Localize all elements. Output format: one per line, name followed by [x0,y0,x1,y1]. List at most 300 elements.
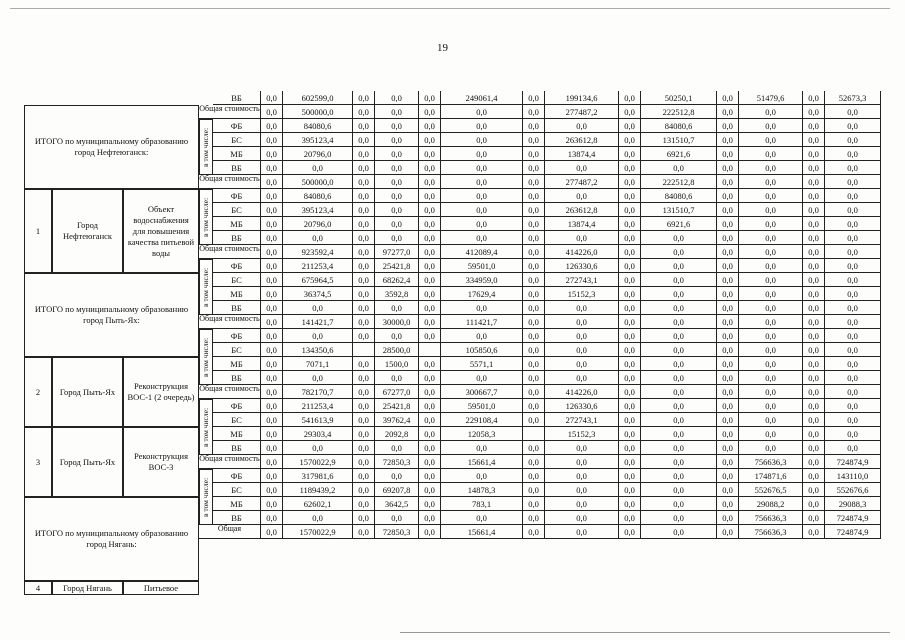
table-cell: 0,0 [803,385,825,399]
table-cell: 0,0 [717,483,739,497]
table-cell: 0,0 [717,231,739,245]
row-number: 2 [24,357,52,427]
table-cell: 272743,1 [545,273,619,287]
table-cell: 0,0 [545,119,619,133]
table-cell: 0,0 [419,455,441,469]
table-cell: 84080,6 [283,189,353,203]
table-cell: 0,0 [261,105,283,119]
table-cell: 0,0 [545,161,619,175]
table-row [0,245,881,259]
table-cell: 15661,4 [441,525,523,539]
page-edge-line [10,8,890,9]
table-cell: 756636,3 [739,525,803,539]
row-label: БС [213,413,261,427]
table-cell: 0,0 [619,259,641,273]
table-cell: 0,0 [619,483,641,497]
table-cell: 782170,7 [283,385,353,399]
table-cell: 0,0 [375,301,419,315]
table-cell: 105850,6 [441,343,523,357]
table-cell: 0,0 [283,371,353,385]
table-row [0,413,881,427]
table-row [0,441,881,455]
table-cell: 0,0 [803,217,825,231]
table-cell: 0,0 [545,525,619,539]
table-cell: 0,0 [441,189,523,203]
table-cell: 0,0 [375,119,419,133]
table-cell: 131510,7 [641,133,717,147]
table-cell: 0,0 [739,385,803,399]
table-cell: 0,0 [261,315,283,329]
table-cell: 0,0 [545,189,619,203]
table-cell: 14878,3 [441,483,523,497]
table-cell: 0,0 [545,469,619,483]
table-cell: 0,0 [353,301,375,315]
table-cell: 0,0 [523,511,545,525]
table-cell: 1500,0 [375,357,419,371]
table-cell: 0,0 [739,343,803,357]
table-cell: 0,0 [353,427,375,441]
table-cell: 0,0 [261,455,283,469]
table-cell: 84080,6 [283,119,353,133]
table-cell: 0,0 [739,231,803,245]
city-name: Город Нефтеюганск [52,189,123,273]
in-that-number-label: в том числе: [199,469,213,525]
table-cell: 0,0 [641,455,717,469]
table-cell: 0,0 [825,399,881,413]
table-cell: 0,0 [803,147,825,161]
row-label: ВБ [213,161,261,175]
table-cell: 0,0 [739,217,803,231]
table-cell: 0,0 [523,147,545,161]
table-cell: 0,0 [825,441,881,455]
row-label: Общая стоимость [199,455,261,469]
table-cell: 0,0 [717,259,739,273]
table-cell: 0,0 [717,161,739,175]
table-cell: 0,0 [717,357,739,371]
table-cell: 0,0 [825,315,881,329]
table-cell: 0,0 [825,427,881,441]
table-row [0,259,881,273]
table-cell: 0,0 [419,105,441,119]
table-cell: 0,0 [803,483,825,497]
row-label: Общая стоимость [199,385,261,399]
table-cell: 0,0 [419,161,441,175]
in-that-number-label: в том числе: [199,399,213,455]
table-cell: 0,0 [641,357,717,371]
table-cell: 0,0 [803,511,825,525]
table-cell: 0,0 [825,245,881,259]
table-cell: 0,0 [353,133,375,147]
table-cell: 0,0 [261,133,283,147]
table-cell: 500000,0 [283,105,353,119]
row-number: 1 [24,189,52,273]
table-cell: 724874,9 [825,511,881,525]
table-cell: 0,0 [825,231,881,245]
table-row [0,203,881,217]
row-label: Общая стоимость [199,315,261,329]
table-cell: 0,0 [619,455,641,469]
row-label: БС [213,133,261,147]
table-cell: 0,0 [803,441,825,455]
table-cell: 126330,6 [545,259,619,273]
table-cell: 0,0 [419,385,441,399]
city-name: Город Пыть-Ях [52,427,123,497]
table-cell: 0,0 [353,441,375,455]
table-cell: 0,0 [545,455,619,469]
table-cell: 0,0 [619,119,641,133]
table-cell: 0,0 [803,301,825,315]
table-cell: 0,0 [441,175,523,189]
table-cell: 0,0 [375,91,419,105]
row-label: БС [213,203,261,217]
table-cell: 0,0 [353,245,375,259]
table-cell: 0,0 [375,133,419,147]
table-cell: 0,0 [545,315,619,329]
table-cell: 0,0 [523,329,545,343]
table-cell: 0,0 [419,259,441,273]
row-label: ФБ [213,399,261,413]
table-cell: 0,0 [545,497,619,511]
table-cell: 0,0 [441,301,523,315]
table-cell: 0,0 [739,105,803,119]
table-cell: 0,0 [375,469,419,483]
table-cell: 134350,6 [283,343,353,357]
table-row [0,455,881,469]
table-cell: 0,0 [523,259,545,273]
table-cell: 0,0 [803,413,825,427]
table-cell: 0,0 [803,399,825,413]
table-cell: 0,0 [619,133,641,147]
row-label: БС [213,483,261,497]
table-cell: 0,0 [261,273,283,287]
table-cell: 0,0 [739,413,803,427]
table-cell: 500000,0 [283,175,353,189]
table-cell: 0,0 [375,217,419,231]
table-cell: 0,0 [353,147,375,161]
table-cell: 25421,8 [375,399,419,413]
table-cell: 0,0 [717,147,739,161]
table-cell: 0,0 [641,245,717,259]
row-label: БС [213,343,261,357]
table-cell: 272743,1 [545,413,619,427]
table-cell: 0,0 [641,161,717,175]
object-name: Реконструкция ВОС-1 (2 очередь) [123,357,199,427]
table-cell: 0,0 [441,133,523,147]
table-cell: 0,0 [545,511,619,525]
table-row [0,91,881,105]
table-cell: 0,0 [419,483,441,497]
table-cell: 0,0 [523,161,545,175]
object-name: Объект водоснабжения для повышения качества питьевой воды [123,189,199,273]
object-name: Реконструкция ВОС-3 [123,427,199,497]
table-cell: 0,0 [261,413,283,427]
table-cell: 0,0 [441,217,523,231]
table-cell: 0,0 [641,483,717,497]
table-cell: 0,0 [419,315,441,329]
table-cell: 0,0 [353,455,375,469]
table-cell: 0,0 [261,287,283,301]
table-cell: 0,0 [825,259,881,273]
table-cell: 0,0 [375,147,419,161]
table-cell: 756636,3 [739,455,803,469]
table-cell: 29303,4 [283,427,353,441]
table-cell: 0,0 [739,133,803,147]
table-cell: 0,0 [619,161,641,175]
table-cell: 724874,9 [825,525,881,539]
table-cell: 0,0 [825,203,881,217]
table-cell: 0,0 [261,343,283,357]
table-cell: 0,0 [803,133,825,147]
table-row [0,133,881,147]
table-cell: 6921,6 [641,147,717,161]
table-cell: 0,0 [261,427,283,441]
row-number: 4 [24,581,52,595]
table-cell: 0,0 [641,427,717,441]
table-cell: 0,0 [523,105,545,119]
table-cell: 414226,0 [545,385,619,399]
table-cell: 0,0 [261,259,283,273]
table-row [0,301,881,315]
table-cell: 84080,6 [641,189,717,203]
table-cell: 67277,0 [375,385,419,399]
table-row [0,427,881,441]
table-cell: 0,0 [825,119,881,133]
table-cell: 0,0 [523,469,545,483]
table-cell: 0,0 [619,525,641,539]
table-cell: 0,0 [261,119,283,133]
table-cell: 0,0 [261,161,283,175]
table-cell: 0,0 [523,119,545,133]
table-cell: 0,0 [353,231,375,245]
table-cell: 0,0 [825,217,881,231]
city-name: Город Нягань [52,581,123,595]
table-cell: 0,0 [739,259,803,273]
table-cell: 0,0 [523,413,545,427]
table-cell: 0,0 [717,427,739,441]
table-cell: 0,0 [803,91,825,105]
table-cell [353,343,375,357]
table-cell: 0,0 [641,511,717,525]
table-cell: 0,0 [641,315,717,329]
table-cell: 0,0 [803,357,825,371]
table-cell: 0,0 [261,357,283,371]
table-cell: 0,0 [803,245,825,259]
table-cell: 0,0 [825,147,881,161]
table-cell: 0,0 [717,329,739,343]
table-cell: 0,0 [353,273,375,287]
table-cell: 263612,8 [545,203,619,217]
total-title: ИТОГО по муниципальному образованию город Нефтеюганск: [24,105,199,189]
table-cell: 0,0 [523,343,545,357]
table-cell: 39762,4 [375,413,419,427]
table-cell: 0,0 [261,511,283,525]
table-cell: 0,0 [619,245,641,259]
table-cell: 334959,0 [441,273,523,287]
table-cell: 0,0 [419,371,441,385]
table-cell: 0,0 [825,357,881,371]
table-cell: 0,0 [717,119,739,133]
table-cell: 0,0 [619,357,641,371]
in-that-number-label: в том числе: [199,119,213,175]
table-cell: 15152,3 [545,427,619,441]
table-cell: 552676,5 [739,483,803,497]
row-label: Общая стоимость [199,105,261,119]
table-cell: 0,0 [545,343,619,357]
table-cell: 0,0 [419,189,441,203]
table-cell: 0,0 [441,329,523,343]
table-cell: 0,0 [545,483,619,497]
table-cell: 0,0 [717,385,739,399]
table-row [0,105,881,119]
table-cell: 0,0 [261,385,283,399]
table-cell: 15661,4 [441,455,523,469]
table-cell: 28500,0 [375,343,419,357]
table-cell: 141421,7 [283,315,353,329]
table-cell: 0,0 [419,511,441,525]
table-cell: 3592,8 [375,287,419,301]
table-cell: 0,0 [261,441,283,455]
table-cell: 211253,4 [283,259,353,273]
table-cell: 15152,3 [545,287,619,301]
table-cell: 0,0 [641,301,717,315]
table-cell: 0,0 [803,189,825,203]
table-cell: 923592,4 [283,245,353,259]
table-cell: 0,0 [375,511,419,525]
table-cell: 0,0 [717,175,739,189]
row-label: ВБ [213,231,261,245]
table-cell: 0,0 [353,399,375,413]
table-row [0,329,881,343]
table-cell: 0,0 [825,343,881,357]
table-cell: 0,0 [803,343,825,357]
table-cell: 72850,3 [375,525,419,539]
table-cell: 0,0 [261,91,283,105]
table-cell: 0,0 [419,217,441,231]
table-cell: 0,0 [283,441,353,455]
table-cell: 0,0 [523,301,545,315]
table-cell: 0,0 [261,175,283,189]
table-cell: 756636,3 [739,511,803,525]
total-title: ИТОГО по муниципальному образованию город Пыть-Ях: [24,273,199,357]
table-cell: 0,0 [419,147,441,161]
table-cell: 0,0 [825,329,881,343]
table-cell: 229108,4 [441,413,523,427]
table-cell: 0,0 [619,413,641,427]
table-cell: 0,0 [825,161,881,175]
table-cell: 0,0 [419,133,441,147]
table-cell: 0,0 [441,161,523,175]
table-cell: 0,0 [717,287,739,301]
table-cell: 0,0 [375,329,419,343]
table-cell: 0,0 [739,287,803,301]
table-cell: 0,0 [545,231,619,245]
table-row [0,189,881,203]
table-cell: 395123,4 [283,203,353,217]
table-row [0,357,881,371]
table-row [0,511,881,525]
table-cell: 0,0 [739,399,803,413]
table-cell: 0,0 [523,273,545,287]
table-cell: 0,0 [419,357,441,371]
table-cell: 0,0 [717,245,739,259]
table-cell: 0,0 [739,119,803,133]
table-cell: 0,0 [803,231,825,245]
table-cell: 59501,0 [441,399,523,413]
in-that-number-label: в том числе: [199,259,213,315]
table-cell: 0,0 [717,133,739,147]
table-cell: 2092,8 [375,427,419,441]
table-cell: 0,0 [441,441,523,455]
in-that-number-label: в том числе: [199,189,213,245]
table-cell: 0,0 [739,315,803,329]
table-cell: 0,0 [619,511,641,525]
table-cell: 0,0 [803,161,825,175]
table-cell: 0,0 [641,273,717,287]
table-cell: 0,0 [441,147,523,161]
table-cell: 0,0 [825,287,881,301]
table-cell: 0,0 [261,469,283,483]
row-label: ВБ [213,441,261,455]
table-cell: 0,0 [419,497,441,511]
table-cell: 0,0 [419,273,441,287]
table-cell: 0,0 [375,189,419,203]
table-cell: 143110,0 [825,469,881,483]
table-cell: 0,0 [523,483,545,497]
table-cell: 0,0 [261,231,283,245]
table-cell: 13874,4 [545,147,619,161]
table-cell: 0,0 [739,427,803,441]
table-cell: 0,0 [803,455,825,469]
table-cell: 3642,5 [375,497,419,511]
row-label: ВБ [213,371,261,385]
table-cell: 7071,1 [283,357,353,371]
table-cell: 0,0 [825,413,881,427]
table-row [0,273,881,287]
table-cell: 277487,2 [545,175,619,189]
table-cell: 0,0 [261,147,283,161]
row-label: МБ [213,147,261,161]
table-cell: 0,0 [717,511,739,525]
table-cell: 5571,1 [441,357,523,371]
table-cell: 0,0 [739,147,803,161]
table-cell: 675964,5 [283,273,353,287]
table-row [0,231,881,245]
table-cell: 174871,6 [739,469,803,483]
table-cell: 0,0 [717,441,739,455]
table-row [0,161,881,175]
table-cell: 0,0 [619,231,641,245]
table-cell: 0,0 [717,315,739,329]
table-cell: 1570022,9 [283,525,353,539]
table-row [0,525,881,539]
table-cell: 0,0 [375,161,419,175]
table-cell: 0,0 [375,203,419,217]
table-cell: 0,0 [523,203,545,217]
table-cell: 0,0 [419,203,441,217]
table-cell: 0,0 [803,525,825,539]
table-cell: 277487,2 [545,105,619,119]
table-cell: 97277,0 [375,245,419,259]
table-row [0,147,881,161]
table-cell: 0,0 [419,245,441,259]
table-cell: 0,0 [803,259,825,273]
table-cell: 0,0 [803,371,825,385]
table-cell: 0,0 [283,161,353,175]
table-cell: 0,0 [441,203,523,217]
table-cell: 62602,1 [283,497,353,511]
table-cell: 0,0 [619,301,641,315]
table-cell: 0,0 [523,245,545,259]
